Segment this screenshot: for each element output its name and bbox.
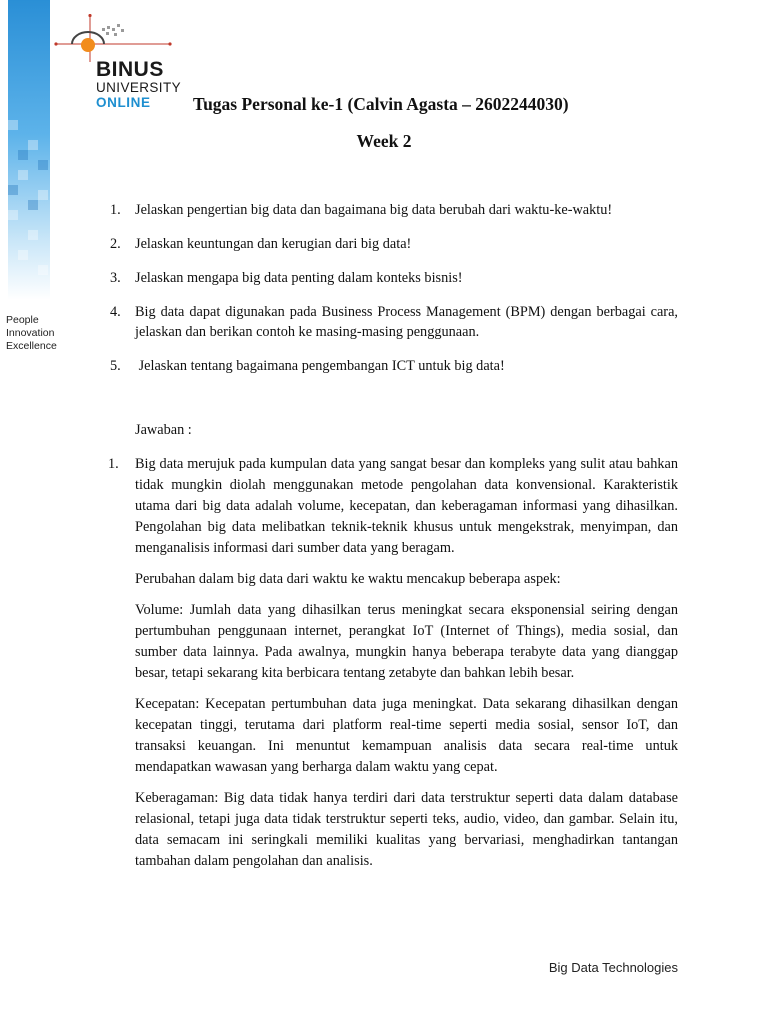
question-item	[110, 302, 678, 342]
answer-item	[108, 454, 678, 872]
answer-paragraph: Keberagaman: Big data tidak hanya terdiri dari data terstruktur seperti data dalam database relasional, tetapi juga data tidak terstruktur seperti teks, audio, video, dan gambar. Selain itu, data semacam ini seringkali memiliki kualitas yang bervariasi, menghadirkan tantangan tambahan dalam pengolahan dan analisis.	[135, 790, 678, 869]
question-item	[110, 356, 678, 376]
tagline	[6, 314, 57, 353]
question-text: Jelaskan tentang bagaimana pengembangan ICT untuk big data!	[135, 358, 505, 374]
document-subtitle	[0, 131, 768, 152]
question-number: 4.	[110, 304, 121, 320]
page-footer: Big Data Technologies	[548, 960, 678, 975]
logo-mark-icon	[54, 14, 194, 64]
question-number: 3.	[110, 270, 121, 286]
week-label: Week 2	[356, 131, 412, 151]
question-item	[110, 268, 678, 288]
brand-name: BINUS	[96, 58, 164, 81]
tagline-line: People	[6, 314, 39, 326]
brand-online: ONLINE	[96, 95, 151, 110]
question-text: Jelaskan pengertian big data dan bagaimana big data berubah dari waktu-ke-waktu!	[135, 202, 613, 218]
answer-paragraph: Perubahan dalam big data dari waktu ke waktu mencakup beberapa aspek:	[135, 571, 561, 587]
tagline-line: Excellence	[6, 340, 57, 352]
question-text: Jelaskan mengapa big data penting dalam konteks bisnis!	[135, 270, 463, 286]
answer-paragraph: Volume: Jumlah data yang dihasilkan terus meningkat secara eksponensial seiring dengan pertumbuhan penggunaan internet, perangkat IoT (Internet of Things), media sosial, dan sumber data lainnya. Pada awalnya, mungkin hanya beberapa terabyte data yang dianggap besar, tetapi sekarang kita berbicara tentang zetabyte dan bahkan lebih besar.	[135, 602, 678, 681]
question-list	[110, 200, 678, 376]
answer-paragraph: Big data merujuk pada kumpulan data yang sangat besar dan kompleks yang sulit atau bahkan tidak mungkin diolah menggunakan metode pengolahan data konvensional. Karakteristik utama dari big data adalah volume, kecepatan, dan keberagaman informasi yang dihasilkan. Pengolahan big data melibatkan teknik-teknik khusus untuk mengekstrak, menyimpan, dan menganalisis informasi dari sumber data yang beragam.	[135, 456, 678, 556]
answer-paragraph: Kecepatan: Kecepatan pertumbuhan data juga meningkat. Data sekarang dihasilkan dengan kecepatan tinggi, terutama dari platform real-time seperti media sosial, sensor IoT, dan transaksi keuangan. Ini menuntut kemampuan analisis data secara real-time untuk mendapatkan wawasan yang berharga dalam waktu yang cepat.	[135, 696, 678, 775]
question-text: Jelaskan keuntungan dan kerugian dari big data!	[135, 236, 412, 252]
answer-label: Jawaban :	[135, 422, 192, 438]
question-text: Big data dapat digunakan pada Business Process Management (BPM) dengan berbagai cara, jelaskan dan berikan contoh ke masing-masing penggunaan.	[135, 304, 678, 340]
answer-number: 1.	[108, 456, 119, 472]
document-title: Tugas Personal ke-1 (Calvin Agasta – 2602244030)	[193, 94, 569, 114]
answer-list	[108, 454, 678, 872]
tagline-line: Innovation	[6, 327, 55, 339]
binus-logo	[54, 14, 194, 114]
question-item	[110, 200, 678, 220]
question-item	[110, 234, 678, 254]
brand-university: UNIVERSITY	[96, 80, 182, 95]
question-number: 5.	[110, 358, 121, 374]
question-number: 1.	[110, 202, 121, 218]
question-number: 2.	[110, 236, 121, 252]
